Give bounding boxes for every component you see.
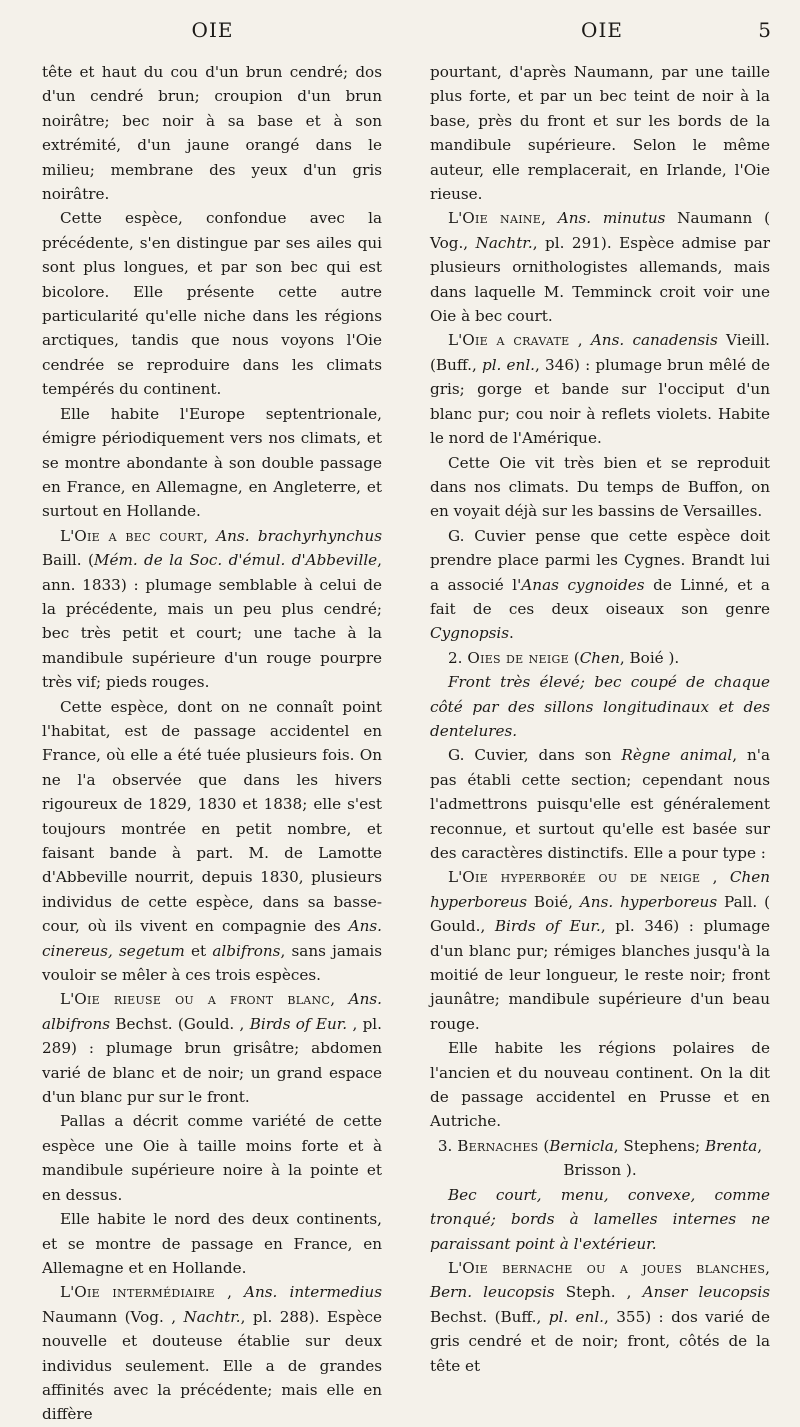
paragraph: Pallas a décrit comme variété de cette espèce une Oie à taille moins forte et à mandibule supérieure noire à la pointe et en dessus. bbox=[42, 1112, 382, 1204]
entry-text: Naumann ( Vog., bbox=[430, 209, 770, 252]
section-title: Bernaches bbox=[457, 1136, 539, 1155]
species-entry bbox=[430, 865, 770, 1036]
paragraph: tête et haut du cou d'un brun cendré; dos d'un cendré brun; croupion d'un brun noirâtre; bec noir à sa base et à son extrémité, d'un jaune orangé dans le milieu; membrane des yeux d'un gris noirâtre. bbox=[42, 63, 382, 204]
entry-prefix: L' bbox=[448, 868, 463, 887]
entry-text: Steph. , bbox=[554, 1283, 643, 1302]
entry-text: ( bbox=[538, 1136, 550, 1155]
paragraph: Elle habite les régions polaires de l'ancien et du nouveau continent. On la dit de passage accidentel en Prusse et en Autriche. bbox=[430, 1039, 770, 1131]
reference-title: pl. enl. bbox=[481, 355, 536, 374]
entry-prefix: L' bbox=[60, 526, 75, 545]
entry-text: Cette espèce, dont on ne connaît point l'habitat, est de passage accidentel en France, où elle a été tuée plusieurs fois. On ne l'a observée que dans les hivers rigoureux de 1829, 1830 et 1838; elle s'est toujours montrée en petit nombre, et faisant bande à part. M. de Lamotte d'Abbeville nourrit, depuis 1830, plusieurs individus de cette espèce, dans sa basse-cour, où ils vivent en compagnie des bbox=[42, 697, 382, 936]
paragraph: pourtant, d'après Naumann, par une taille plus forte, et par un bec teint de noir à la base, près du front et sur les bords de la mandibule supérieure. Selon le même auteur, elle remplacerait, en Irlande, l'Oie rieuse. bbox=[430, 63, 770, 204]
species-entry bbox=[430, 328, 770, 450]
section-heading bbox=[430, 1134, 770, 1183]
reference-title: Birds of Eur. bbox=[249, 1014, 348, 1033]
entry-text: . bbox=[509, 624, 514, 643]
species-name: Oie intermédiaire bbox=[74, 1283, 215, 1302]
paragraph: Cette espèce, confondue avec la précédente, s'en distingue par ses ailes qui sont plus longues, et par son bec qui est bicolore. Elle présente cette autre particularité qu'elle niche dans les régions arctiques, tandis que nous voyons l'Oie cendrée se reproduire dans les climats tempérés du continent. bbox=[42, 209, 382, 399]
section-number: 3. bbox=[437, 1136, 458, 1155]
entry-text: et bbox=[184, 941, 213, 960]
entry-text: Baill. ( bbox=[42, 551, 94, 570]
species-entry bbox=[42, 1280, 382, 1426]
paragraph bbox=[430, 524, 770, 646]
separator: , bbox=[700, 868, 730, 887]
right-column bbox=[430, 60, 770, 1378]
separator: , bbox=[330, 990, 349, 1009]
reference-title: Nachtr. bbox=[475, 233, 533, 252]
entry-text: , Stephens; bbox=[613, 1136, 705, 1155]
entry-text: , n'a pas établi cette section; cependant nous l'admettrons puisqu'elle est généralement reconnue, et surtout qu'elle est basée sur des caractères distinctifs. Elle a pour type : bbox=[430, 746, 771, 862]
entry-text: , Brisson ). bbox=[563, 1136, 763, 1180]
entry-prefix: L' bbox=[448, 331, 463, 350]
latin-name: Ans. canadensis bbox=[590, 331, 718, 350]
reference-title: Nachtr. bbox=[183, 1307, 241, 1326]
running-head-title: OIE bbox=[581, 18, 623, 42]
species-name: Oie naine bbox=[462, 209, 542, 228]
genus-name: Bernicla bbox=[549, 1136, 614, 1155]
separator: , bbox=[214, 1283, 244, 1302]
genus-name: Brenta bbox=[704, 1136, 758, 1155]
entry-text: G. Cuvier, dans son bbox=[448, 746, 622, 765]
separator: , bbox=[765, 1258, 770, 1277]
entry-text: , pl. 291). Espèce admise par plusieurs ornithologistes allemands, mais dans laquelle M. Temminck croit voir une Oie à bec court. bbox=[430, 233, 771, 326]
entry-text: Naumann (Vog. , bbox=[42, 1307, 184, 1326]
entry-prefix: L' bbox=[60, 1283, 75, 1302]
genus-name: Chen bbox=[579, 648, 620, 667]
page-number: 5 bbox=[758, 18, 772, 42]
species-entry bbox=[42, 987, 382, 1109]
separator: , bbox=[541, 209, 558, 228]
latin-name: Ans. hyperboreus bbox=[579, 892, 718, 911]
latin-name: Chen hyperboreus bbox=[430, 868, 771, 911]
species-name: Oie bernache ou a joues blanches bbox=[462, 1258, 766, 1277]
running-head-right bbox=[432, 18, 772, 46]
latin-name: albifrons bbox=[212, 941, 281, 960]
latin-name: Ans. intermedius bbox=[244, 1283, 383, 1302]
entry-text: Pall. ( Gould., bbox=[430, 892, 770, 936]
entry-prefix: L' bbox=[60, 990, 75, 1009]
paragraph: Cette Oie vit très bien et se reproduit dans nos climats. Du temps de Buffon, on en voyait déjà sur les bassins de Versailles. bbox=[430, 453, 770, 521]
entry-text: Boié, bbox=[527, 892, 580, 911]
entry-text: G. Cuvier pense que cette espèce doit prendre place parmi les Cygnes. Brandt lui a associé l' bbox=[430, 526, 770, 594]
separator: , bbox=[203, 526, 217, 545]
left-column bbox=[42, 60, 382, 1427]
entry-text: , 355) : dos varié de gris cendré et de noir; front, côtés de la tête et bbox=[430, 1307, 770, 1375]
entry-text: ( bbox=[568, 648, 580, 667]
section-title: Oies de neige bbox=[467, 648, 569, 667]
entry-text: , 346) : plumage brun mêlé de gris; gorge et bande sur l'occiput d'un blanc pur; cou noir à reflets violets. Habite le nord de l'Amérique. bbox=[430, 355, 770, 448]
species-entry bbox=[430, 1256, 770, 1378]
entry-prefix: L' bbox=[448, 209, 463, 228]
genus-name: Cygnopsis bbox=[430, 624, 510, 643]
species-name: Oie a bec court bbox=[74, 526, 204, 545]
paragraph: Elle habite l'Europe septentrionale, émigre périodiquement vers nos climats, et se montre abondante à son double passage en France, en Allemagne, en Angleterre, et surtout en Hollande. bbox=[42, 404, 382, 521]
section-number: 2. bbox=[448, 648, 468, 667]
entry-text: , Boié ). bbox=[619, 648, 680, 667]
entry-text: , pl. 289) : plumage brun grisâtre; abdomen varié de blanc et de noir; un grand espace d'un blanc pur sur le front. bbox=[42, 1014, 382, 1107]
paragraph: Elle habite le nord des deux continents, et se montre de passage en France, en Allemagne et en Hollande. bbox=[42, 1210, 382, 1277]
section-description: Front très élevé; bec coupé de chaque côté par des sillons longitudinaux et des dentelures. bbox=[430, 673, 770, 740]
entry-text: , sans jamais vouloir se mêler à ces trois espèces. bbox=[42, 941, 383, 985]
entry-prefix: L' bbox=[448, 1258, 463, 1277]
running-head-left: OIE bbox=[191, 18, 234, 42]
latin-name: Ans. minutus bbox=[557, 209, 666, 228]
entry-text: Bechst. (Buff., bbox=[430, 1307, 549, 1326]
latin-name: Bern. leucopsis bbox=[430, 1283, 555, 1302]
latin-name: Ans. albifrons bbox=[42, 990, 383, 1033]
work-title: Règne animal bbox=[621, 746, 733, 765]
species-name: Oie hyperborée ou de neige bbox=[462, 868, 701, 887]
reference-title: pl. enl. bbox=[548, 1307, 605, 1326]
latin-name: Ans. cinereus, segetum bbox=[42, 917, 382, 960]
latin-name: Anas cygnoides bbox=[521, 575, 645, 594]
entry-text: , pl. 288). Espèce nouvelle et douteuse établie sur deux individus seulement. Elle a de grandes affinités avec la précédente; mais elle en diffère bbox=[42, 1307, 382, 1424]
species-name: Oie rieuse ou a front blanc bbox=[74, 990, 331, 1009]
entry-text: , ann. 1833) : plumage semblable à celui de la précédente, mais un peu plus cendré; bec très petit et court; une tache à la mandibule supérieure d'un rouge pourpre très vif; pieds rouges. bbox=[42, 551, 382, 692]
latin-name: Anser leucopsis bbox=[642, 1283, 771, 1302]
reference-title: Mém. de la Soc. d'émul. d'Abbeville bbox=[93, 551, 378, 570]
paragraph bbox=[430, 743, 770, 865]
paragraph bbox=[42, 695, 382, 988]
reference-title: Birds of Eur. bbox=[494, 917, 601, 936]
section-description: Bec court, menu, convexe, comme tronqué; bords à lamelles internes ne paraissant point à l'extérieur. bbox=[430, 1185, 770, 1253]
entry-text: de Linné, et a fait de ces deux oiseaux son genre bbox=[430, 575, 770, 618]
latin-name: Ans. brachyrhynchus bbox=[216, 526, 383, 545]
species-entry bbox=[430, 206, 770, 328]
separator: , bbox=[569, 331, 591, 350]
species-entry bbox=[42, 524, 382, 695]
section-heading bbox=[430, 646, 770, 670]
entry-text: Vieill. (Buff., bbox=[430, 331, 771, 374]
entry-text: Bechst. (Gould. , bbox=[110, 1014, 250, 1033]
species-name: Oie a cravate bbox=[462, 331, 570, 350]
entry-text: , pl. 346) : plumage d'un blanc pur; rémiges blanches jusqu'à la moitié de leur longueur, le reste noir; front jaunâtre; mandibule supérieure d'un beau rouge. bbox=[430, 917, 770, 1033]
